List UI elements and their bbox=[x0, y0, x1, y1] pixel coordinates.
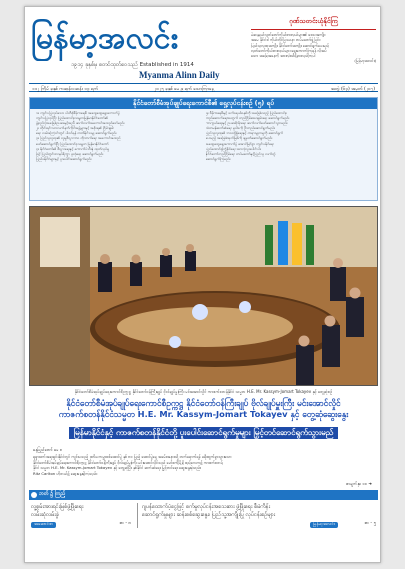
main-headline[interactable] bbox=[29, 398, 378, 443]
teaser-tag: မြန်မာ့အလင်း bbox=[310, 522, 338, 528]
established-note: ၁၉၁၄ ခုနှစ်မှ စတင်ထုတ်ဝေသည် Established in 1914 bbox=[71, 62, 194, 68]
objective-line: ကာကွယ်ရေးနှင့် ဥပဒေစိုးမိုးရေး ဆက်လက်ဖော်ဆောင်သွားမည်။ bbox=[205, 121, 288, 126]
objective-line: ပေးမည့် အခြေခံအုတ်မြစ်ကို ချမှတ်ဆောင်ရွက်မည်။ bbox=[205, 136, 273, 141]
article-dateline: နေပြည်တော် မေ ၈ bbox=[33, 447, 63, 452]
body-line: ရုရှားဖက်ဒရေးရှင်းနိုင်ငံတွင် ကျင်းပသည့် ဒုတိယကမ္ဘာစစ်အောင်ပွဲ နှစ် ၈၀ ပြည့် အောင်ပွဲနေ့ အခမ်းအနားသို့ တက်ရောက်ရန် ခရီးထွက်ခွာသွားသော bbox=[33, 454, 232, 459]
inside-bar bbox=[29, 490, 378, 500]
promo-heading: ဂုဏ်သတင်းယုံနိုင်ကြ bbox=[251, 17, 376, 30]
headline-line: နိုင်ငံတော်စီမံအုပ်ချုပ်ရေးကောင်စီဥက္ကဋ္ဌ နိုင်ငံတော်ဝန်ကြီးချုပ် ဗိုလ်ချုပ်မှူးကြီး မင်းအောင်လှိုင် bbox=[66, 398, 341, 408]
teaser-tag: အဆောင်း၈ bbox=[31, 522, 56, 528]
objective-line: နိုင်ငံတော်တည်ငြိမ်ရေး တပ်မတော်နှင့်ပြည်သူ လက်တွဲ bbox=[205, 151, 276, 156]
english-title: Myanma Alinn Daily bbox=[139, 70, 220, 80]
article-body bbox=[33, 454, 374, 476]
headline-line: ကာဇက်စတန်နိုင်ငံသမ္မတ H.E. Mr. Kassym-Jomart Tokayev နှင့် တွေ့ဆုံဆွေးနွေး bbox=[58, 409, 349, 419]
inside-label: ဘတ် ၌ ကြည့် bbox=[39, 491, 66, 497]
newspaper-page bbox=[24, 6, 381, 563]
objective-line: ပြည်ပနိုင်ငံများနှင့် ပူးပေါင်းဆောင်ရွက်မည်။ bbox=[36, 156, 92, 161]
teaser-item[interactable] bbox=[137, 503, 378, 528]
body-line: နိုင်ငံ သမ္မတ H.E. Mr. Kassym-Jomart Tokayev နှင့် တွေ့ဆုံပြီး နှစ်နိုင်ငံ ဆက်ဆံရေး မြှင့်တင်ရေး ဆွေးနွေးခဲ့သည်။ bbox=[33, 465, 202, 471]
objective-line: ၄။ နိုင်ငံတော်၏ စီးပွားရေးနှင့် ကောက်ပဲသီးနှံ ထုတ်လုပ်မှု bbox=[36, 146, 110, 151]
objectives-banner: နိုင်ငံတော်စီမံအုပ်ချုပ်ရေးကောင်စီ၏ ရှေ့လုပ်ငန်းစဉ် (၅) ရပ် bbox=[30, 98, 377, 109]
publication-date: ၂၀၂၅ ခုနှစ် မေ ၉ ရက် သောကြာနေ့ bbox=[154, 86, 215, 92]
teaser-title: ဆောင်ရွက်မှုများ ဆန်းစစ်ဆွေးနွေး၊ ပြည်သူ့အကျိုးပြု လုပ်ငန်းစဉ်များ bbox=[142, 512, 276, 518]
promo-line: မဲဆန္ဒနယ်လွတ်တော်ကိုယ်စားလှယ်များ၏ ဒေသအကျိုး bbox=[251, 32, 326, 37]
objective-line: တည်ဆောက်ရေးအတွက် တည်ငြိမ်အေးချမ်းရေး ဆောင်ရွက်မည်။ bbox=[205, 116, 290, 121]
objective-line: အထွေထွေရွေးကောက်ပွဲ အောင်မြင်စွာ ကျင်းပနိုင်ရေး bbox=[205, 141, 274, 146]
body-line: နိုင်ငံတော်စီမံအုပ်ချုပ်ရေးကောင်စီဥက္ကဋ္ဌ နိုင်ငံတော်ဝန်ကြီးချုပ် ဗိုလ်ချုပ်မှူးကြီး မင်းအောင်လှိုင်သည် မော်စကိုမြို့ရှိ ဧည့်ဂေဟာ၌ ကာဇက်စတန် bbox=[33, 459, 223, 465]
objective-line: ကျင်းပပြုလုပ်ပြီး ပြည်ထောင်စုသမ္မတမြန်မာနိုင်ငံတော်၏ bbox=[36, 116, 108, 121]
promo-line: လွှတ်တော်ကိုယ်စားလှယ်များ ရွေးကောက်ကြရန် လိုအပ် bbox=[251, 47, 327, 53]
body-line: Ritz Carlton ဟိုတယ်၌ ဆွေးနွေးခဲ့ကြသည်။ bbox=[33, 470, 98, 476]
objective-line: ၃။ ပြည်သူလူထု၏ လူမှုစီးပွားဘဝ တိုးတက်ရေး အကောင်အထည် bbox=[36, 136, 121, 141]
objective-line: ပြည်ထောင်စုကြံ့ခိုင်ရေး အားလုံးပူးပေါင်းပါ။ bbox=[205, 146, 261, 151]
masthead bbox=[31, 15, 253, 81]
teaser-item[interactable] bbox=[31, 503, 133, 528]
teaser-title: ဂျပန်ထောက်ပံ့ငွေဖြင့် စက်မှုလုပ်ငန်းအသေးစား ဖွံ့ဖြိုးရေး စီမံကိန်း bbox=[142, 504, 270, 510]
objectives-column-left bbox=[34, 111, 204, 162]
objective-line: ပြည်သူလူထု၏ ဘဝလုံခြုံရေးနှင့် တရားမျှတမှုကို ဆောင်ရွက် bbox=[205, 131, 283, 136]
objective-line: ဖွဲ့စည်းပုံအခြေခံဥပဒေနှင့်အညီ ဆက်လက်အကောင်အထည်ဖော်မည်။ bbox=[36, 121, 125, 126]
meeting-photo[interactable] bbox=[29, 206, 378, 386]
objective-line: ၂။ တိုင်းရင်းသားလက်နက်ကိုင်အဖွဲ့များနှင့် အစိုးရ၏ ငြိမ်းချမ်း bbox=[36, 126, 115, 131]
promo-box bbox=[251, 17, 376, 81]
newspaper-logo[interactable]: မြန်မာ့အလင်း bbox=[31, 21, 179, 56]
promo-line: သော အခြေအနေကို အားလုံးသိရှိနားလည်ကြပါ bbox=[251, 53, 316, 59]
objective-line: သံတမန်ဆက်ဆံရေး မူဝါဒကို ဦးတည်ဆောင်ရွက်မည်။ bbox=[205, 126, 275, 131]
bullet-icon bbox=[31, 492, 37, 498]
teaser-title: လမ်းဆုံလမ်းခွဲ bbox=[31, 512, 59, 518]
volume-date: ၁၁၂ ကြိမ် ခုနှစ် ကဆုန်လဆန်း ၁၃ ရက် bbox=[32, 86, 99, 92]
teaser-title: လူ့စွမ်းအားရင်းမြစ်ဖွံ့ဖြိုးရေး bbox=[31, 504, 84, 510]
objective-line: ရေး လမ်းကြောင်းတွင် ပါဝင်ရန် တတ်နိုင်သမျှ ဆောင်ရွက်မည်။ bbox=[36, 131, 117, 136]
headline-highlight: မြန်မာနိုင်ငံနှင့် ကာဇက်စတန်နိုင်ငံတို့ ပူးပေါင်းဆောင်ရွက်မှုများ မြှင့်တင်ဆောင်ရွက်သွားမည် bbox=[69, 427, 339, 439]
continued-link[interactable]: စာမျက်နှာ ၁၀ ➜ bbox=[346, 481, 372, 486]
objective-line: ဖြင့် ပြည်တွင်းစားနပ်ရိက္ခာ ဖူလုံရေး ဆောင်ရွက်မည်။ bbox=[36, 151, 104, 156]
objective-line: ဆောင်ရွက်ကြမည်။ bbox=[205, 156, 231, 161]
objective-line: ၅။ ဒီမိုကရေစီနှင့် ဖက်ဒရယ်စနစ်ကို အခြေခံသည့် ပြည်ထောင်စု bbox=[205, 111, 287, 115]
photo-caption: နိုင်ငံတော်စီမံအုပ်ချုပ်ရေးကောင်စီဥက္ကဋ္ဌ နိုင်ငံတော်ဝန်ကြီးချုပ် ဗိုလ်ချုပ်မှူးကြီး မင်းအောင်လှိုင် ကာဇက်စတန်နိုင်ငံ သမ္မတ H.E. Mr. Kassym-Jomart Tokayev နှင့် တွေ့ဆုံစဉ် bbox=[74, 389, 333, 394]
promo-line: ပြည်သူလူထုအကျိုး နိုင်ငံတော်အကျိုး ဆောင်ရွက်ပေးမည့် bbox=[251, 42, 330, 48]
teaser-page: စာ - ၈ bbox=[119, 521, 131, 526]
meeting-photo-illustration bbox=[30, 207, 378, 386]
objective-line: ၁။ ကျင်းပပြုလုပ်သော ပါတီစုံဒီမိုကရေစီ အထွေထွေရွေးကောက်ပွဲ bbox=[36, 111, 120, 115]
objectives-column-right bbox=[204, 111, 374, 162]
issue-number: အတွဲ (၆၃) အမှတ် (၂၀၇) bbox=[330, 86, 375, 92]
objectives-box bbox=[29, 97, 378, 201]
promo-source: (မြန်မာ့အလင်း) bbox=[354, 58, 376, 64]
promo-line: အမေ နိုင်ငံဒါ ကိုယ်တိုင်ပြဿနာ တပ်မတော်ဖွဲ့ပြင်း bbox=[251, 37, 321, 43]
teaser-page: စာ - ၅ bbox=[364, 521, 376, 526]
objective-line: ဖော်ဆောင်ရွက်ပြီး ပြည်ထောင်စုသမ္မတ မြန်မာနိုင်ငံတော် bbox=[36, 141, 109, 146]
date-bar bbox=[29, 83, 378, 92]
